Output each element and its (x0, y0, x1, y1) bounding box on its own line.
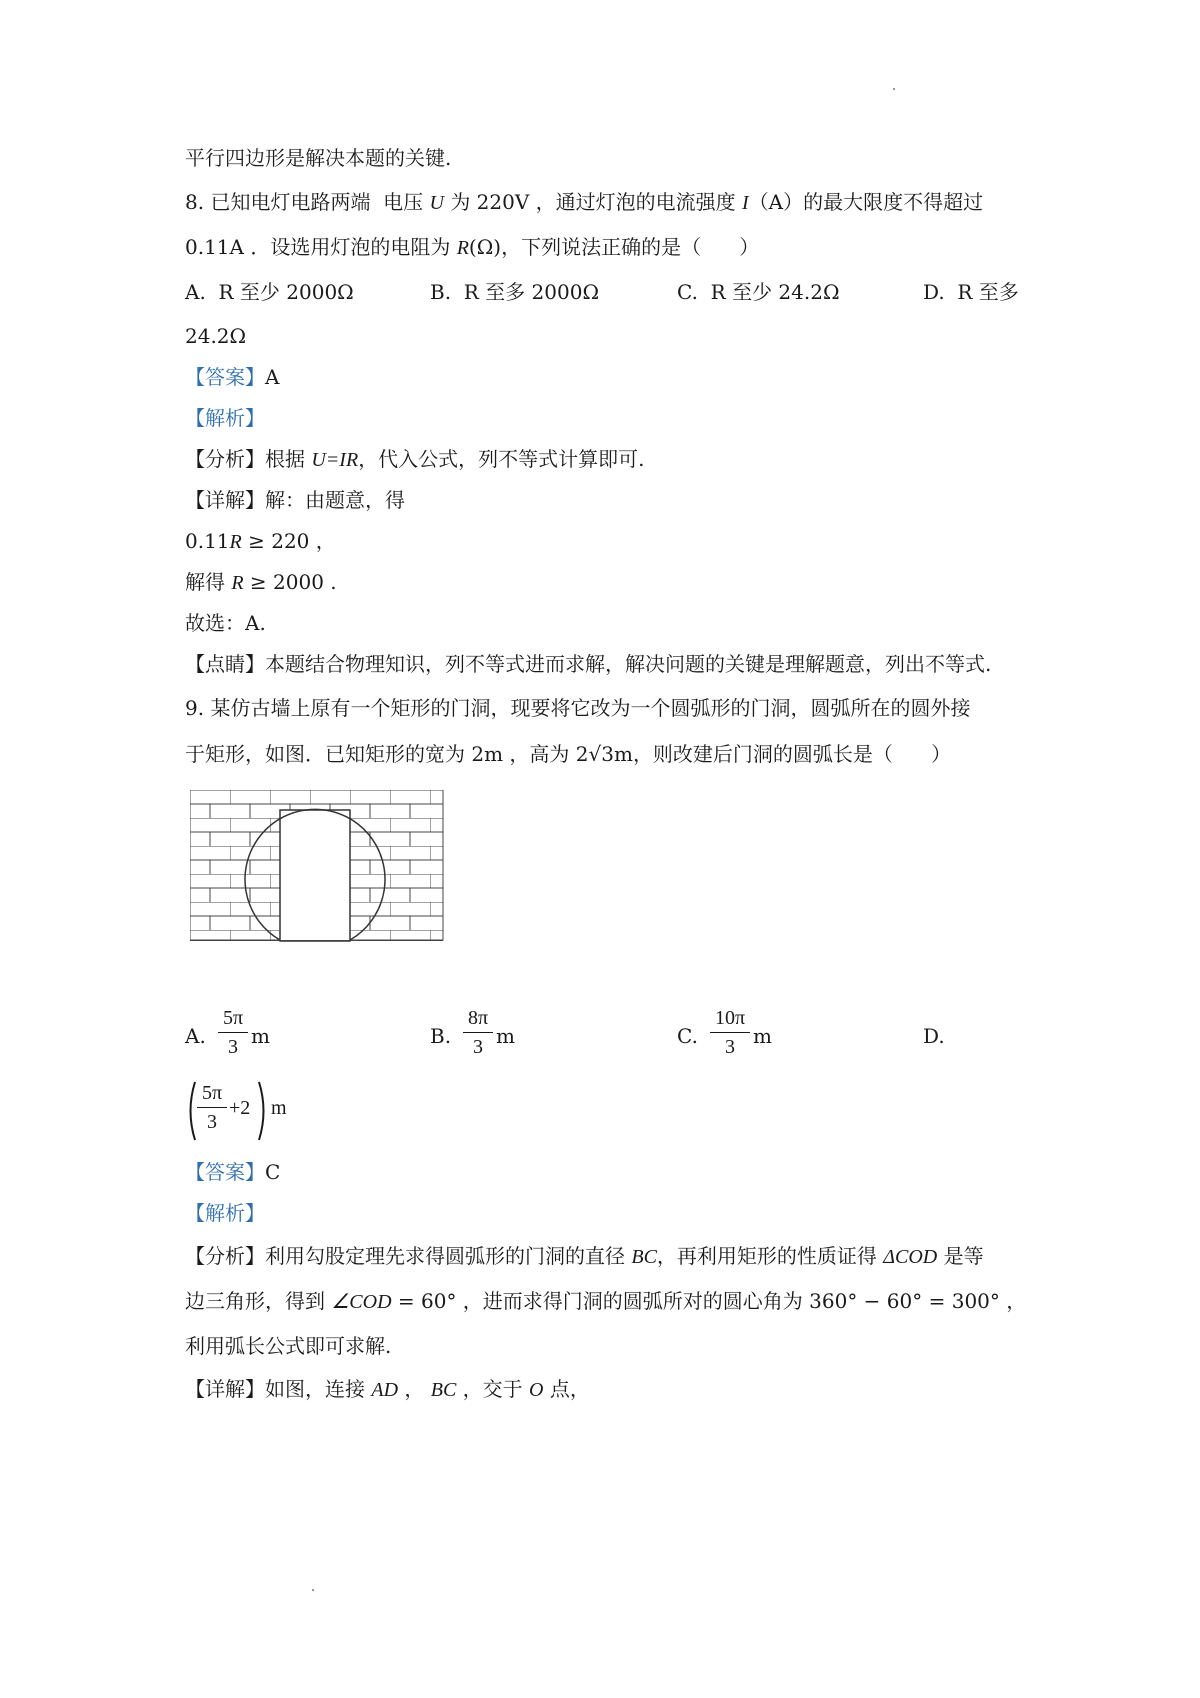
text-line: 【分析】利用勾股定理先求得圆弧形的门洞的直径 BC，再利用矩形的性质证得 ΔCOD 是等 (185, 1244, 984, 1268)
left-paren (185, 1080, 197, 1142)
analysis-label: 【解析】 (185, 406, 265, 430)
q9-option-a-unit: m (251, 1024, 270, 1048)
question-8-stem-cont: 0.11A ．设选用灯泡的电阻为 R(Ω)，下列说法正确的是（ ） (185, 235, 760, 259)
analysis-label: 【解析】 (185, 1201, 265, 1225)
right-paren (257, 1080, 269, 1142)
q9-option-c-label: C. (677, 1024, 698, 1048)
door-opening (280, 810, 350, 941)
text-line: 24.2Ω (185, 324, 247, 348)
text-line: 利用弧长公式即可求解. (185, 1334, 392, 1358)
scan-speck-bottom (312, 1589, 314, 1591)
q9-option-d-expression (185, 1078, 295, 1148)
q9-option-d-unit: m (271, 1097, 287, 1119)
q9-option-b-label: B. (430, 1024, 452, 1048)
q9-option-d-fraction: 5π 3 (197, 1080, 227, 1135)
q8-option-b: B. R 至多 2000Ω (430, 280, 600, 304)
question-8-stem: 8. 已知电灯电路两端 电压 U 为 220V ，通过灯泡的电流强度 I（A）的最大限度不得超过 (185, 190, 984, 214)
text-line: 【详解】如图，连接 AD ， BC ，交于 O 点， (185, 1377, 590, 1401)
text-line: 【点睛】本题结合物理知识，列不等式进而求解，解决问题的关键是理解题意，列出不等式. (185, 652, 992, 676)
q9-option-a-fraction: 5π 3 (218, 1005, 248, 1060)
q9-option-c-fraction: 10π 3 (710, 1005, 750, 1060)
math-line: 0.11R ≥ 220 ， (185, 529, 336, 553)
q9-option-d-plus-two: +2 (229, 1097, 251, 1119)
text-line: 【详解】解：由题意，得 (185, 488, 405, 512)
q9-option-b-fraction: 8π 3 (463, 1005, 493, 1060)
q9-option-a-label: A. (185, 1024, 206, 1048)
text-line: 【分析】根据 U=IR，代入公式，列不等式计算即可. (185, 447, 645, 471)
q9-option-d-label: D. (923, 1024, 945, 1048)
text-line: 平行四边形是解决本题的关键. (185, 146, 452, 170)
q8-option-c: C. R 至少 24.2Ω (677, 280, 840, 304)
text-line: 故选：A. (185, 611, 266, 635)
scan-speck-top (893, 88, 895, 90)
answer-line: 【答案】C (185, 1160, 281, 1184)
brick-wall-arch-figure (190, 790, 445, 945)
text-line: 边三角形，得到 ∠COD = 60° ，进而求得门洞的圆弧所对的圆心角为 360° − 60° = 300° ， (185, 1289, 1027, 1313)
math-line: 解得 R ≥ 2000 . (185, 570, 337, 594)
question-9-stem: 9. 某仿古墙上原有一个矩形的门洞，现要将它改为一个圆弧形的门洞，圆弧所在的圆外接 (185, 696, 971, 720)
answer-line: 【答案】A (185, 365, 280, 389)
q8-option-d: D. R 至多 (923, 280, 1019, 304)
q9-option-b-unit: m (496, 1024, 515, 1048)
question-9-stem-cont: 于矩形，如图．已知矩形的宽为 2m ，高为 2√3m，则改建后门洞的圆弧长是（ ） (185, 742, 952, 766)
q9-option-c-unit: m (753, 1024, 772, 1048)
q8-option-a: A. R 至少 2000Ω (185, 280, 354, 304)
